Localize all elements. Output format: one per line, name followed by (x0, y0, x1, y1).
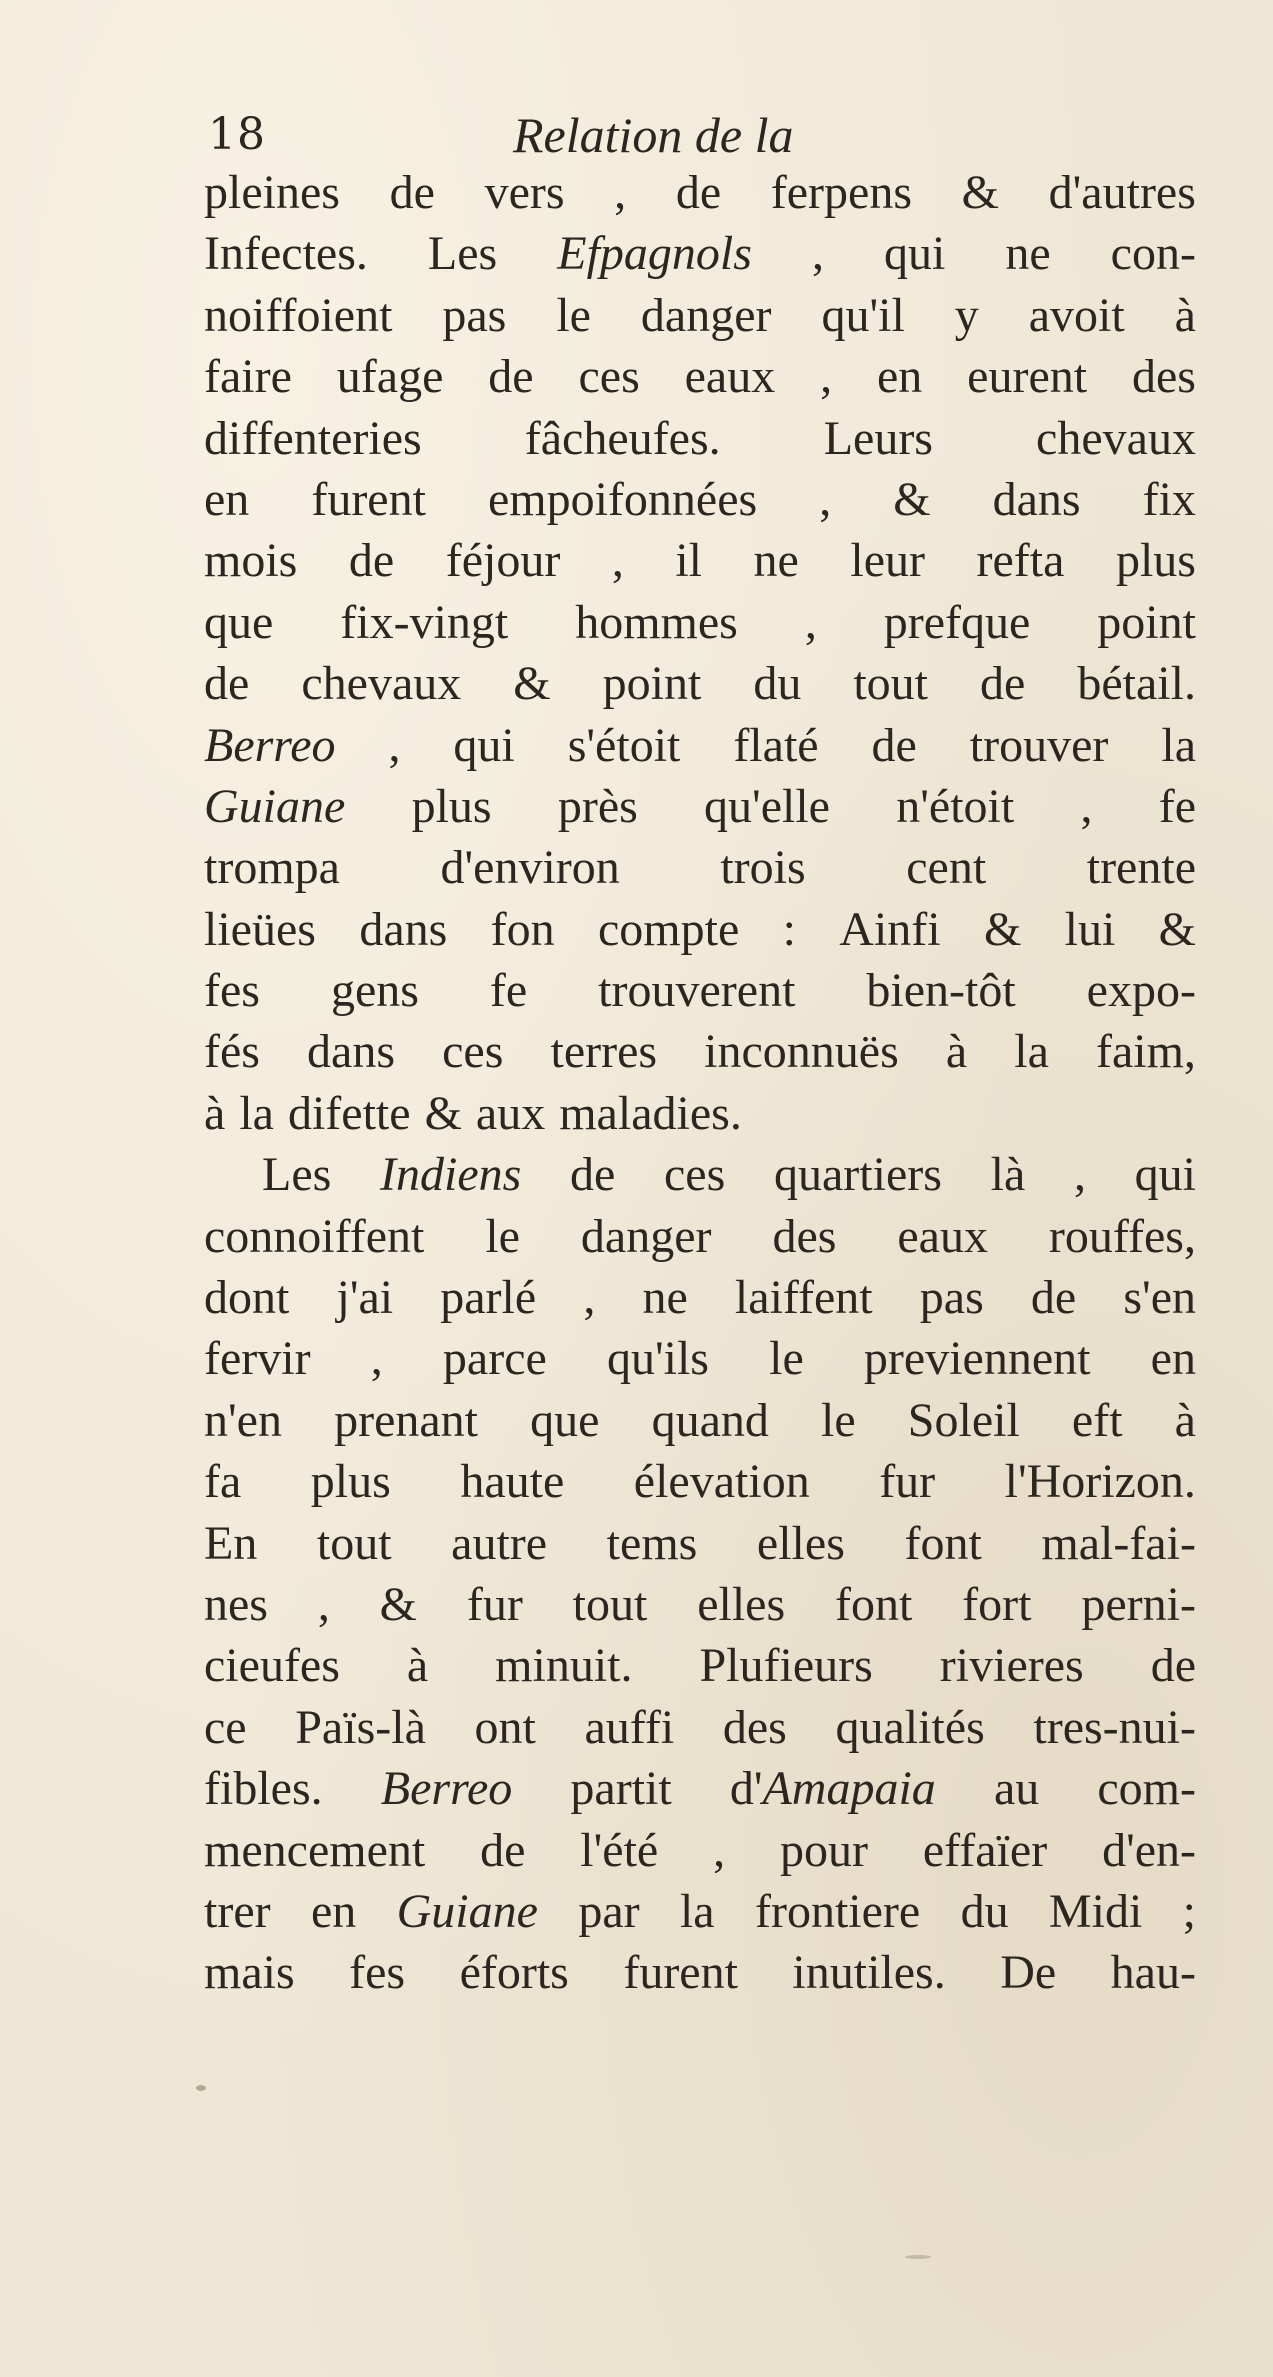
ink-mark (196, 2085, 206, 2091)
text-line: Guiane plus près qu'elle n'étoit , fe (204, 779, 1196, 833)
text-line: cieufes à minuit. Plufieurs rivieres de (204, 1639, 1196, 1693)
page-header (208, 105, 1208, 165)
text-line: fa plus haute élevation fur l'Horizon. (204, 1455, 1196, 1509)
text-line: Berreo , qui s'étoit flaté de trouver la (204, 718, 1196, 772)
text-line: pleines de vers , de ferpens & d'autres (204, 166, 1196, 219)
text-line: fes gens fe trouverent bien-tôt expo- (204, 964, 1196, 1018)
text-line: trer en Guiane par la frontiere du Midi ; (204, 1884, 1196, 1938)
text-line: nes , & fur tout elles font fort perni- (204, 1577, 1196, 1631)
text-line: faire ufage de ces eaux , en eurent des (204, 350, 1196, 404)
text-line: En tout autre tems elles font mal-fai- (204, 1516, 1196, 1570)
text-line: fervir , parce qu'ils le previennent en (204, 1332, 1196, 1386)
text-line: ce Païs-là ont auffi des qualités tres-nui- (204, 1700, 1196, 1754)
text-line: Infectes. Les Efpagnols , qui ne con- (204, 227, 1196, 281)
ink-mark (905, 2255, 931, 2259)
text-line: fibles. Berreo partit d'Amapaia au com- (204, 1762, 1196, 1816)
text-line: à la difette & aux maladies. (204, 1086, 742, 1140)
text-line: mois de féjour , il ne leur refta plus (204, 534, 1196, 588)
text-line: n'en prenant que quand le Soleil eft à (204, 1393, 1196, 1447)
text-line: mais fes éforts furent inutiles. De hau- (204, 1946, 1196, 2000)
text-line: en furent empoifonnées , & dans fix (204, 472, 1196, 526)
text-line: trompa d'environ trois cent trente (204, 841, 1196, 895)
text-line: dont j'ai parlé , ne laiffent pas de s'en (204, 1271, 1196, 1325)
body-text (204, 162, 1196, 2004)
text-line: que fix-vingt hommes , prefque point (204, 595, 1196, 649)
text-line: mencement de l'été , pour effaïer d'en- (204, 1823, 1196, 1877)
page-number: 18 (208, 109, 266, 160)
text-line: noiffoient pas le danger qu'il y avoit à (204, 288, 1196, 342)
text-line: connoiffent le danger des eaux rouffes, (204, 1209, 1196, 1263)
running-head: Relation de la (513, 107, 794, 163)
text-line: de chevaux & point du tout de bétail. (204, 657, 1196, 711)
text-line: lieües dans fon compte : Ainfi & lui & (204, 902, 1196, 956)
text-line: fés dans ces terres inconnuës à la faim, (204, 1025, 1196, 1079)
text-line: diffenteries fâcheufes. Leurs chevaux (204, 411, 1196, 465)
text-line: Les Indiens de ces quartiers là , qui (262, 1148, 1196, 1202)
